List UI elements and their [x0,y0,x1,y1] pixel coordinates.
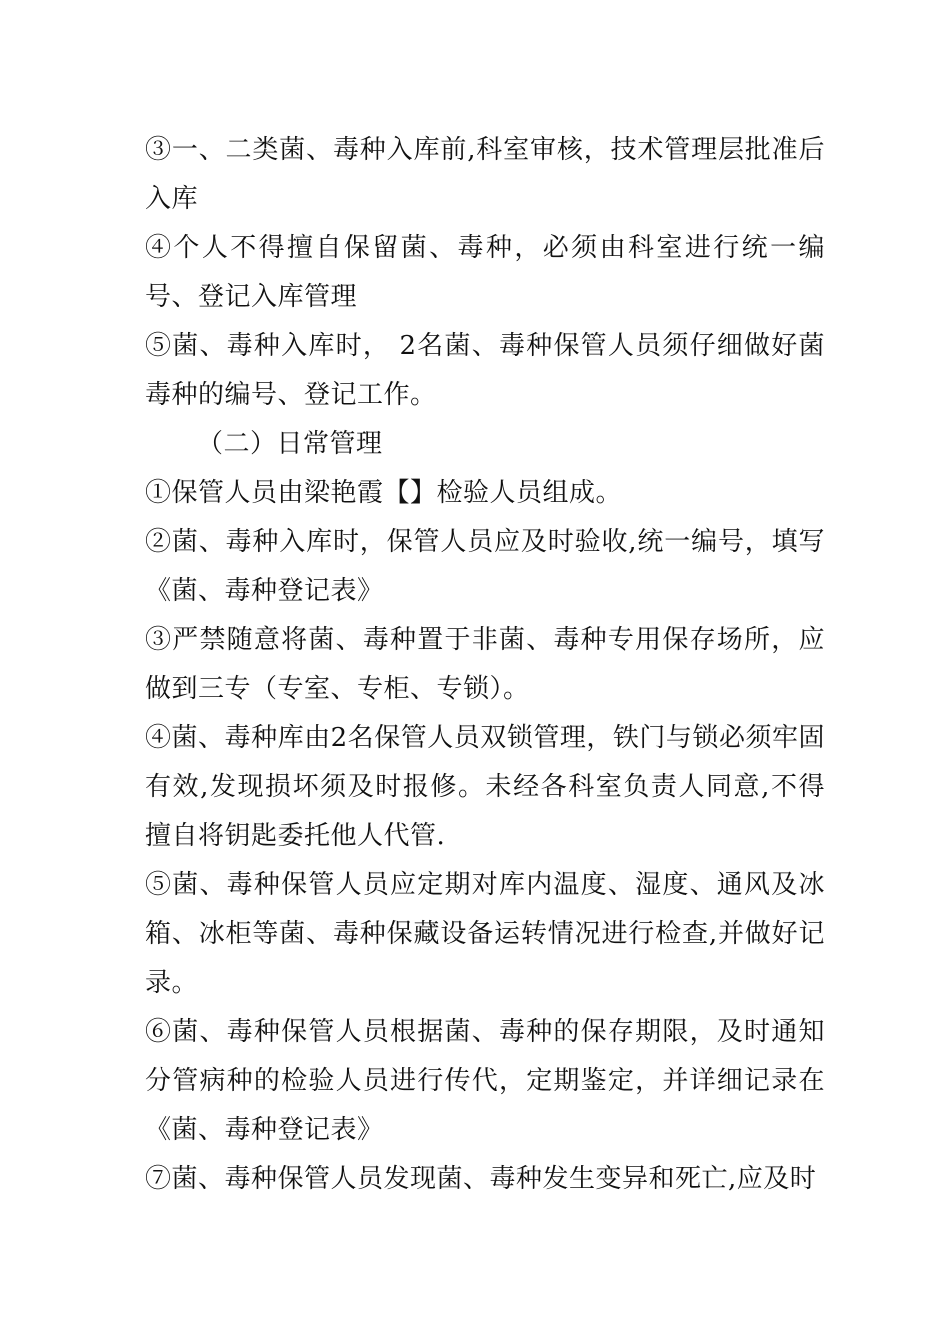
paragraph-10: ⑦菌、毒种保管人员发现菌、毒种发生变异和死亡,应及时 [145,1164,817,1194]
paragraph-2: ④个人不得擅自保留菌、毒种，必须由科室进行统一编号、登记入库管理 [145,233,825,312]
paragraph-6: ③严禁随意将菌、毒种置于非菌、毒种专用保存场所，应做到三专（专室、专柜、专锁）。 [145,625,825,704]
paragraph-9: ⑥菌、毒种保管人员根据菌、毒种的保存期限，及时通知分管病种的检验人员进行传代，定期鉴定，并详细记录在《菌、毒种登记表》 [145,1017,825,1145]
paragraph-8: ⑤菌、毒种保管人员应定期对库内温度、湿度、通风及冰箱、冰柜等菌、毒种保藏设备运转情况进行检查,并做好记录。 [145,870,825,998]
paragraph-5: ②菌、毒种入库时，保管人员应及时验收,统一编号，填写《菌、毒种登记表》 [145,527,825,606]
paragraph-1: ③一、二类菌、毒种入库前,科室审核，技术管理层批准后入库 [145,135,825,214]
paragraph-3: ⑤菌、毒种入库时， 2名菌、毒种保管人员须仔细做好菌毒种的编号、登记工作。 [145,331,825,410]
document-body [145,126,825,1204]
section-heading: （二）日常管理 [197,429,383,459]
paragraph-4: ①保管人员由梁艳霞【】检验人员组成。 [145,478,623,508]
paragraph-7: ④菌、毒种库由2名保管人员双锁管理，铁门与锁必须牢固有效,发现损坏须及时报修。未经各科室负责人同意,不得擅自将钥匙委托他人代管. [145,723,825,851]
